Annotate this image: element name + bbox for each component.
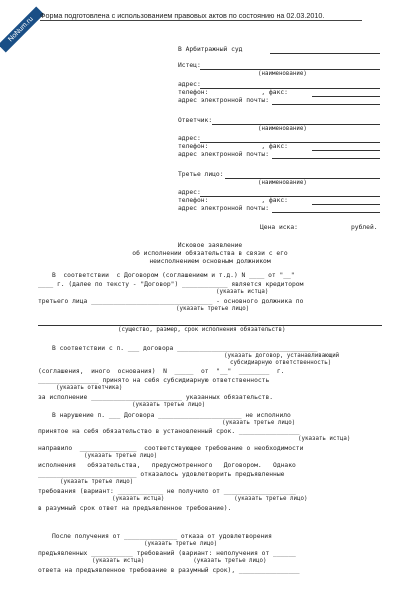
watermark-badge: NoNum.ru bbox=[0, 7, 44, 53]
body-line: В соответствии с п. ___ договора _____________________________________ bbox=[52, 345, 318, 352]
defendant-phone-label: телефон: , факс: bbox=[178, 143, 288, 150]
body-hint: (указать третье лицо) bbox=[144, 541, 218, 547]
body-line: После получения от ______________ отказа от удовлетворения bbox=[52, 533, 272, 540]
body-hint: (указать третье лицо) bbox=[132, 402, 206, 408]
plaintiff-address-label: адрес: bbox=[178, 81, 201, 88]
body-line: (соглашения, иного основания) N _____ от "__" ________ г. bbox=[38, 368, 285, 375]
third-party-email-field[interactable] bbox=[272, 212, 380, 213]
body-line: ________________ принято на себя субсидиарную ответственность bbox=[38, 377, 270, 384]
defendant-fax-field[interactable] bbox=[312, 150, 380, 151]
body-hint: субсидиарную ответственность) bbox=[230, 360, 332, 366]
body-line: принятое на себя обязательство в установленный срок. ________________ bbox=[38, 428, 300, 435]
body-line: В соответствии с Договором (соглашением и т.д.) N ____ от "__" bbox=[52, 272, 295, 279]
third-party-label: Третье лицо: bbox=[178, 171, 224, 178]
body-hint: (указать истца) (указать третье лицо) bbox=[112, 496, 308, 502]
plaintiff-email-label: адрес электронной почты: bbox=[178, 97, 269, 104]
third-party-name-field[interactable] bbox=[225, 178, 380, 179]
body-line: В нарушение п. ___ Договора ______________________ не исполнило bbox=[52, 412, 291, 419]
body-line: ответа на предъявленное требование в разумный срок), ________________ bbox=[38, 567, 300, 574]
body-hint: (указать ответчика) bbox=[56, 385, 123, 391]
plaintiff-email-field[interactable] bbox=[272, 104, 380, 105]
body-hint: (существо, размер, срок исполнения обязательств) bbox=[118, 327, 286, 333]
body-line: требования (вариант: ____________ не получило от ___________________ bbox=[38, 488, 296, 495]
body-line: направило _______________ соответствующее требование о необходимости bbox=[38, 445, 304, 452]
obligation-field[interactable] bbox=[38, 325, 382, 326]
body-hint: (указать истца) bbox=[298, 436, 351, 442]
plaintiff-label: Истец: bbox=[178, 62, 201, 69]
body-hint: (указать третье лицо) bbox=[222, 420, 296, 426]
third-party-name-hint: (наименование) bbox=[258, 180, 307, 186]
body-line: третьего лица ________________________________ - основного должника по bbox=[38, 298, 304, 305]
header-divider bbox=[40, 20, 362, 21]
title-line-1: Исковое заявление bbox=[177, 242, 243, 249]
third-party-fax-field[interactable] bbox=[312, 204, 380, 205]
body-hint: (указать третье лицо) bbox=[176, 306, 250, 312]
defendant-label: Ответчик: bbox=[178, 117, 213, 124]
body-hint: (указать истца) (указать третье лицо) bbox=[92, 558, 267, 564]
claim-price-label: Цена иска: рублей. bbox=[260, 224, 378, 231]
plaintiff-fax-field[interactable] bbox=[312, 96, 380, 97]
body-line: __________________________ отказалось удовлетворить предъявленные bbox=[38, 471, 285, 478]
defendant-name-field[interactable] bbox=[212, 124, 380, 125]
form-source-note: Форма подготовлена с использованием правовых актов по состоянию на 02.03.2010. bbox=[40, 11, 325, 20]
title-line-3: неисполнением основным должником bbox=[149, 258, 271, 265]
body-line: ____ г. (далее по тексту - "Договор") ____________ является кредитором bbox=[38, 281, 304, 288]
body-hint: (указать истца) bbox=[216, 289, 269, 295]
defendant-name-hint: (наименование) bbox=[258, 126, 307, 132]
third-party-phone-label: телефон: , факс: bbox=[178, 197, 288, 204]
defendant-email-label: адрес электронной почты: bbox=[178, 151, 269, 158]
body-line: за исполнение ________________________ указанных обязательств. bbox=[38, 394, 274, 401]
plaintiff-name-field[interactable] bbox=[200, 69, 380, 70]
defendant-email-field[interactable] bbox=[272, 158, 380, 159]
plaintiff-name-hint: (наименование) bbox=[258, 71, 307, 77]
defendant-address-label: адрес: bbox=[178, 135, 201, 142]
body-hint: (указать третье лицо) bbox=[60, 479, 134, 485]
court-name-field[interactable] bbox=[270, 53, 380, 54]
body-line: предъявленных ___________ требований (вариант: неполучения от ______ bbox=[38, 550, 296, 557]
body-line: исполнения обязательства, предусмотренного Договором. Однако bbox=[38, 462, 296, 469]
body-hint: (указать договор, устанавливающий bbox=[224, 353, 340, 359]
body-line: в разумный срок ответ на предъявленное требование). bbox=[38, 505, 232, 512]
third-party-email-label: адрес электронной почты: bbox=[178, 205, 269, 212]
body-hint: (указать третье лицо) bbox=[84, 453, 158, 459]
third-party-address-label: адрес: bbox=[178, 189, 201, 196]
title-line-2: об исполнении обязательства в связи с его bbox=[132, 250, 288, 257]
court-label: В Арбитражный суд bbox=[178, 46, 243, 53]
plaintiff-phone-label: телефон: , факс: bbox=[178, 89, 288, 96]
